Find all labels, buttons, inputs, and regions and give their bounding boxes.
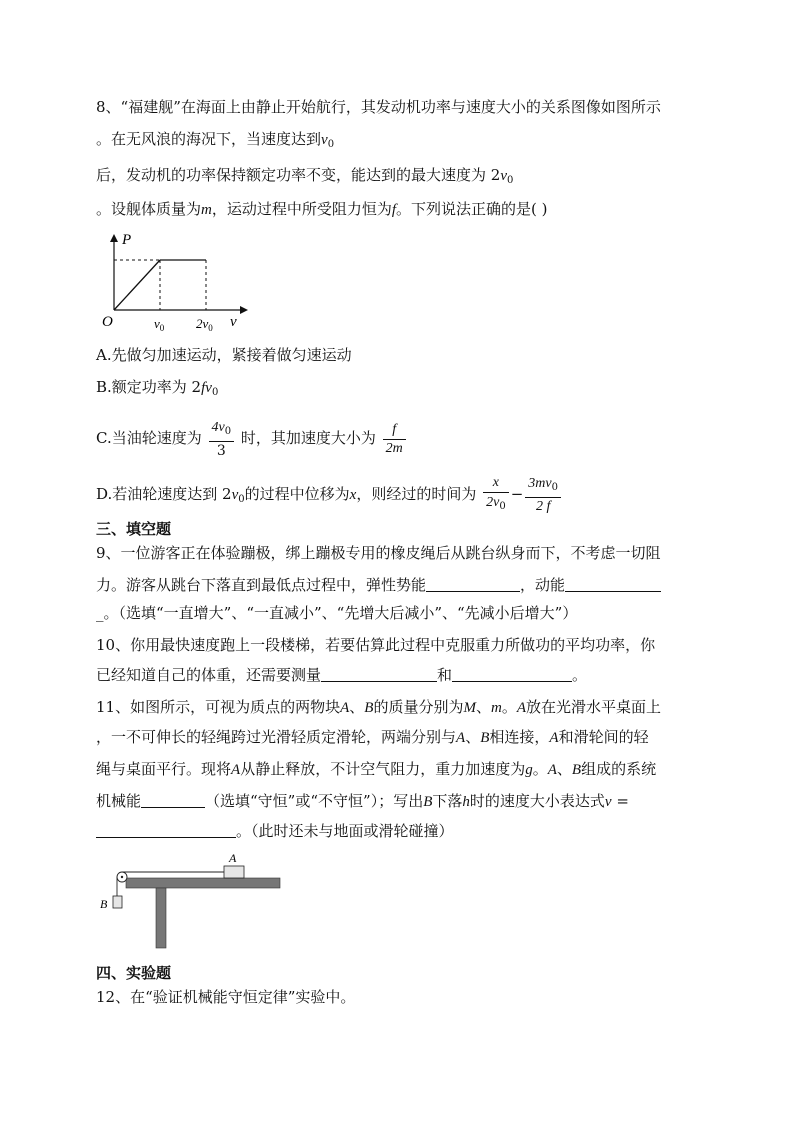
q10-line2: 已经知道自己的体重，还需要测量 和 。 <box>96 666 588 684</box>
q8-line1: 8、“福建舰”在海面上由静止开始航行，其发动机功率与速度大小的关系图像如图所示 <box>96 98 661 116</box>
fraction-f-2m: $\frac{f}{2m}$ <box>383 421 406 458</box>
graph-2v0-label: $2v_0$ <box>196 316 213 333</box>
graph-v0-label: $v_0$ <box>154 316 165 333</box>
q11-line1: 11、如图所示，可视为质点的两物块A、B的质量分别为M、m。A放在光滑水平桌面上 <box>96 698 662 716</box>
answer-blank <box>141 791 205 808</box>
block-b-label: B <box>100 897 108 911</box>
answer-blank <box>565 575 661 592</box>
answer-blank <box>96 821 236 838</box>
q8-line3: 后，发动机的功率保持额定功率不变，能达到的最大速度为 $2v_0$ <box>96 166 514 186</box>
q9-line3: _。（选填“一直增大”、“一直减小”、“先增大后减小”、“先减小后增大”） <box>96 604 578 622</box>
block-a-label: A <box>229 851 237 865</box>
answer-blank <box>426 575 520 592</box>
q8-option-c: C.当油轮速度为 $\frac{4v_0}{3}$ 时，其加速度大小为 $\frac{f}{2m}$ <box>96 418 408 460</box>
q12-line1: 12、在“验证机械能守恒定律”实验中。 <box>96 988 356 1006</box>
q11-line5: 。（此时还未与地面或滑轮碰撞） <box>96 820 454 842</box>
graph-v-axis-label: v <box>230 314 237 330</box>
q8-line4: 。设舰体质量为m，运动过程中所受阻力恒为f。下列说法正确的是( ) <box>96 200 548 218</box>
q9-line2: 力。游客从跳台下落直到最低点过程中，弹性势能 ，动能 <box>96 574 661 596</box>
answer-blank <box>452 665 572 682</box>
q11-line4: 机械能 （选填“守恒”或“不守恒”）；写出B下落h时的速度大小表达式v = <box>96 792 629 810</box>
q8-option-a: A.先做匀加速运动，紧接着做匀速运动 <box>96 346 352 364</box>
graph-p-label: P <box>122 232 132 248</box>
q11-line2: ，一不可伸长的轻绳跨过光滑轻质定滑轮，两端分别与A、B相连接，A和滑轮间的轻 <box>96 728 649 746</box>
fraction-3mv0-2f: $\frac{3mv_0}{2 f}$ <box>525 474 561 516</box>
q8-line2: 。在无风浪的海况下，当速度达到$v_0$ <box>96 130 335 150</box>
section-fill-in-heading: 三、填空题 <box>96 520 172 538</box>
fraction-4v0-3: $\frac{4v_0}{3}$ <box>209 418 235 460</box>
q9-line1: 9、一位游客正在体验蹦极，绑上蹦极专用的橡皮绳后从跳台纵身而下，不考虑一切阻 <box>96 544 661 562</box>
section-experiment-heading: 四、实验题 <box>96 964 172 982</box>
pulley-diagram <box>96 848 286 952</box>
q8-option-d: D.若油轮速度达到 $2v_0$的过程中位移为x，则经过的时间为 $\frac{x}{2v_0}$ − $\frac{3mv_0}{2 f}$ <box>96 474 563 516</box>
fraction-x-2v0: $\frac{x}{2v_0}$ <box>483 474 509 516</box>
graph-origin-label: O <box>102 314 113 330</box>
answer-blank <box>321 665 437 682</box>
power-speed-graph <box>96 226 256 334</box>
q10-line1: 10、你用最快速度跑上一段楼梯，若要估算此过程中克服重力所做功的平均功率，你 <box>96 636 656 654</box>
q11-line3: 绳与桌面平行。现将A从静止释放，不计空气阻力，重力加速度为g。A、B组成的系统 <box>96 760 657 778</box>
q8-option-b: B.额定功率为 $2fv_0$ <box>96 378 219 398</box>
